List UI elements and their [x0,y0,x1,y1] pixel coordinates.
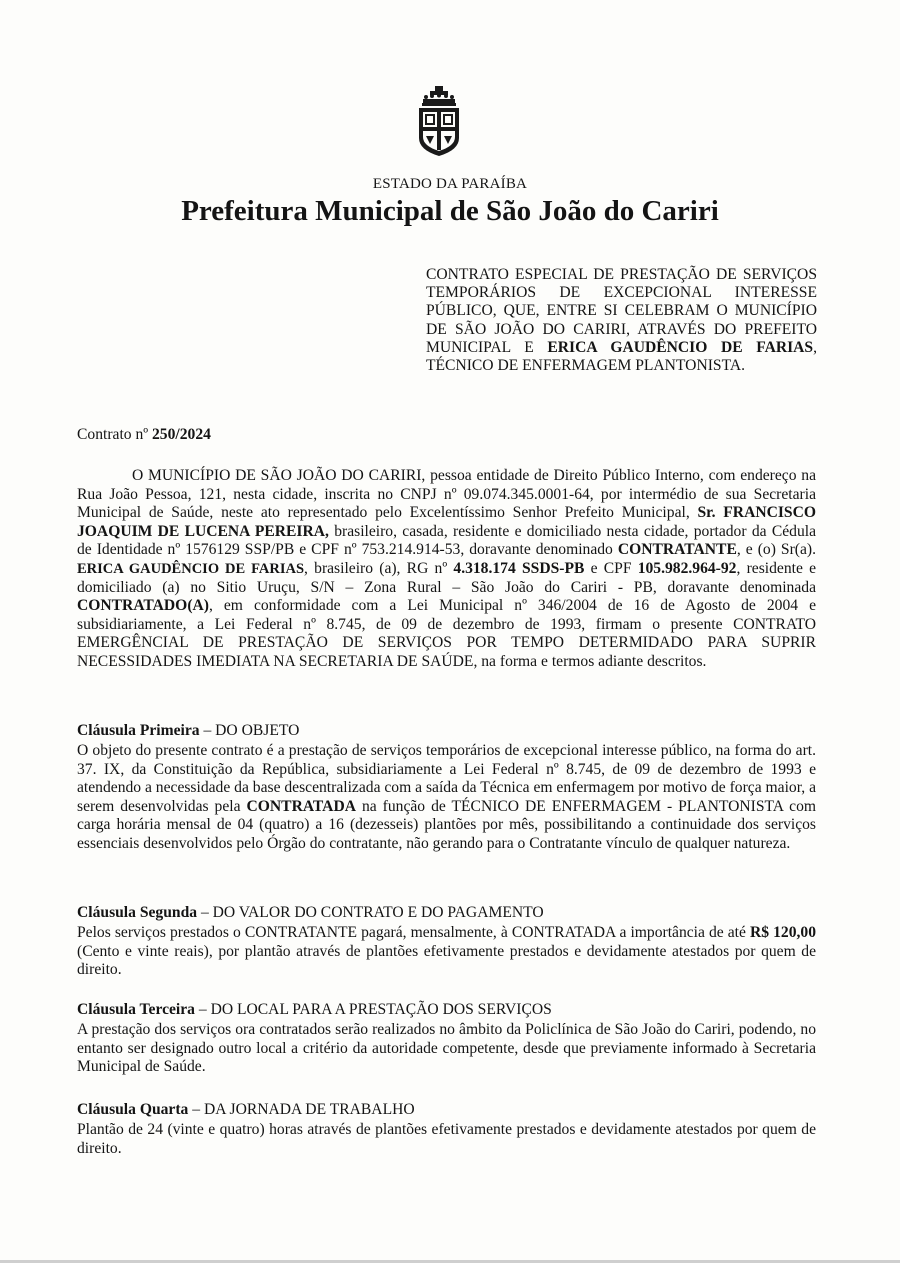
contract-number [77,426,211,444]
contratado-term: CONTRATADO(A) [77,597,209,615]
summary-text: CONTRATO ESPECIAL DE PRESTAÇÃO DE SERVIÇOS TEMPORÁRIOS DE EXCEPCIONAL INTERESSE PÚBLICO, QUE, ENTRE SI CELEBRAM O MUNICÍPIO DE SÃO JOÃO DO CARIRI, ATRAVÉS DO PREFEITO MUNICIPAL E [426,266,817,356]
clause-label: Cláusula Primeira [77,722,200,739]
contratante-term: CONTRATANTE [617,541,737,559]
clause-text: A prestação dos serviços ora contratados serão realizados no âmbito da Policlínica de São João do Cariri, podendo, no entanto ser designado outro local a critério da autoridade competente, desde que previamente informado à Secretaria Municipal de Saúde. [77,1021,816,1076]
clause-text: (Cento e vinte reais), por plantão através de plantões efetivamente prestados e devidamente atestados por quem de direito. [77,942,816,979]
state-name: ESTADO DA PARAÍBA [372,176,528,192]
summary-contracted-name: ERICA GAUDÊNCIO DE FARIAS [547,338,814,356]
intro-text: , e (o) Sr(a). [736,541,816,559]
clause-label: Cláusula Terceira [77,1001,195,1018]
clause-2-heading [77,904,544,922]
coat-of-arms-icon [416,84,462,158]
clause-1-heading [77,722,299,740]
intro-paragraph [77,467,816,672]
contratada-term: CONTRATADA [246,797,356,815]
page-title: Prefeitura Municipal de São João do Cariri [181,195,719,227]
clause-title: – DO OBJETO [199,722,300,739]
clause-title: – DO LOCAL PARA A PRESTAÇÃO DOS SERVIÇOS [194,1001,552,1018]
clause-4-body [77,1121,816,1158]
payment-amount: R$ 120,00 [750,924,817,941]
clause-3-body [77,1021,816,1077]
contract-number-label: Contrato nº [77,426,152,443]
clause-4-heading [77,1101,415,1119]
clause-text: na função de TÉCNICO DE ENFERMAGEM - PLANTONISTA com carga horária mensal de 04 (quatro) a 16 (dezesseis) plantões por mês, possibilitando a continuidade dos serviços essenciais desenvolvidos pelo Órgão do contratante, não gerando para o Contratante vínculo de qualquer natureza. [77,797,816,852]
clause-label: Cláusula Segunda [77,904,198,921]
intro-text: , residente e domiciliado (a) no Sitio Uruçu, S/N – Zona Rural – São João do Cariri - PB, doravante denominada [77,559,817,596]
clause-text: O objeto do presente contrato é a prestação de serviços temporários de excepcional interesse público, na forma do art. 37. IX, da Constituição da República, subsidiariamente a Lei Federal nº 8.745, de 09 de dezembro de 1993 e atendendo a necessidade da base descentralizada com a saída da Técnica em enfermagem por motivo de força maior, a serem desenvolvidas pela [77,742,817,815]
cpf-number: 105.982.964-92 [637,559,737,577]
clause-2-body [77,924,816,980]
intro-text: , brasileiro (a), RG nº [304,559,454,577]
contract-summary [426,266,817,375]
clause-title: – DA JORNADA DE TRABALHO [188,1101,415,1118]
summary-text-end: , TÉCNICO DE ENFERMAGEM PLANTONISTA. [426,338,817,375]
clause-text: Plantão de 24 (vinte e quatro) horas através de plantões efetivamente prestados e devidamente atestados por quem de direito. [77,1121,816,1157]
clause-1-body [77,742,816,854]
clause-label: Cláusula Quarta [77,1101,189,1118]
intro-text: brasileiro, casada, residente e domiciliado nesta cidade, portador da Cédula de Identidade nº 1576129 SSP/PB e CPF nº 753.214.914-53, doravante denominado [77,522,816,559]
contracted-name: ERICA GAUDÊNCIO DE FARIAS [77,560,305,577]
intro-text: e CPF [584,559,638,577]
clause-text: Pelos serviços prestados o CONTRATANTE pagará, mensalmente, à CONTRATADA a importância de até [77,924,750,941]
clause-title: – DO VALOR DO CONTRATO E DO PAGAMENTO [197,904,544,921]
intro-text: O MUNICÍPIO DE SÃO JOÃO DO CARIRI, pessoa entidade de Direito Público Interno, com endereço na Rua João Pessoa, 121, nesta cidade, inscrita no CNPJ nº 09.074.345.0001-64, por intermédio de sua Secretaria Municipal de Saúde, neste ato representado pelo Excelentíssimo Senhor Prefeito Municipal, [77,467,816,522]
intro-text: , em conformidade com a Lei Municipal nº 346/2004 de 16 de Agosto de 2004 e subsidiariamente, a Lei Federal nº 8.745, de 09 de dezembro de 1993, firmam o presente CONTRATO EMERGÊNCIAL DE PRESTAÇÃO DE SERVIÇOS POR TEMPO DETERMIDADO PARA SUPRIR NECESSIDADES IMEDIATA NA SECRETARIA DE SAÚDE, na forma e termos adiante descritos. [77,597,816,670]
contract-number-value: 250/2024 [152,426,211,443]
mayor-name: Sr. FRANCISCO JOAQUIM DE LUCENA PEREIRA, [77,504,816,540]
clause-3-heading [77,1001,552,1019]
rg-number: 4.318.174 SSDS-PB [453,559,585,577]
